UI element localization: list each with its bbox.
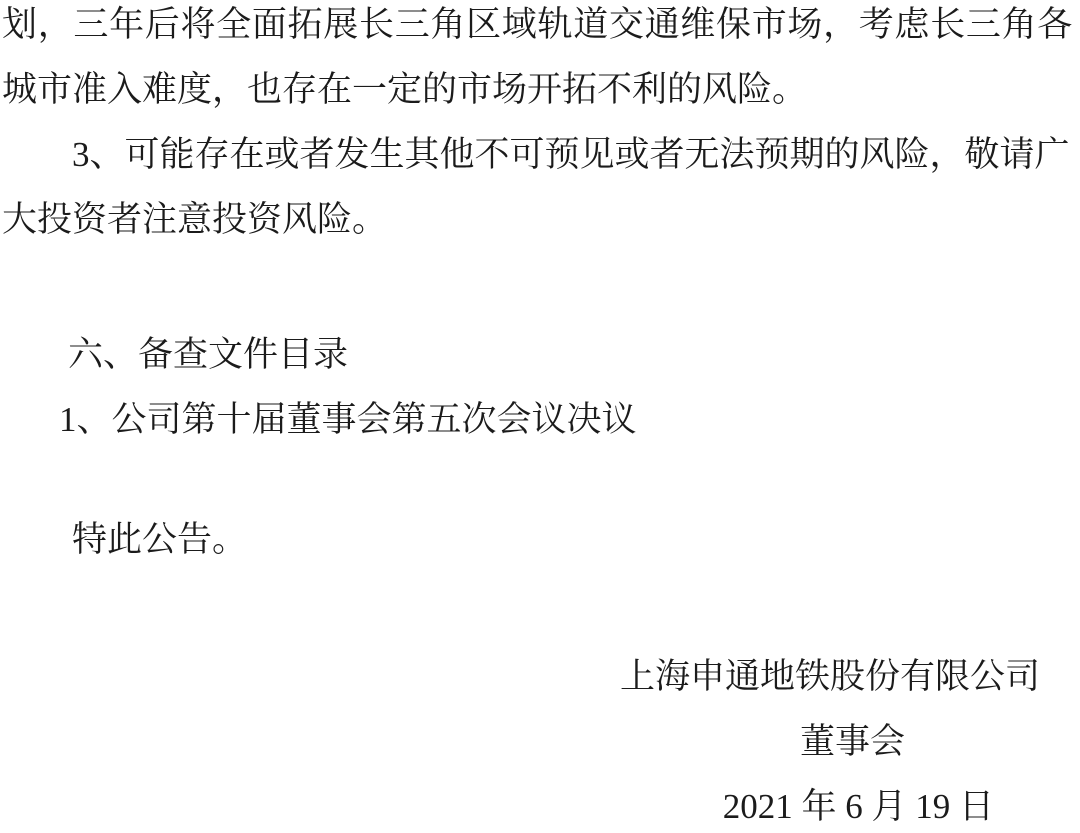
signature-company-name: 上海申通地铁股份有限公司 (619, 657, 1040, 696)
blank-line (2, 452, 1078, 507)
signature-board-of-directors: 董事会 (799, 722, 905, 761)
closing-statement: 特此公告。 (72, 520, 248, 559)
signature-date: 2021 年 6 月 19 日 (722, 787, 994, 826)
risk-item-3-line: 3、可能存在或者发生其他不可预见或者无法预期的风险，敬请广 (72, 135, 1070, 174)
body-line: 城市准入难度，也存在一定的市场开拓不利的风险。 (2, 70, 808, 109)
blank-line (2, 572, 1078, 644)
reference-document-item: 1、公司第十届董事会第五次会议决议 (59, 400, 637, 439)
section-heading-six: 六、备查文件目录 (68, 335, 349, 374)
body-line-continuation: 划，三年后将全面拓展长三角区域轨道交通维保市场，考虑长三角各 (2, 5, 1074, 44)
blank-line (2, 252, 1078, 322)
risk-item-3-line-wrap: 大投资者注意投资风险。 (2, 200, 388, 239)
